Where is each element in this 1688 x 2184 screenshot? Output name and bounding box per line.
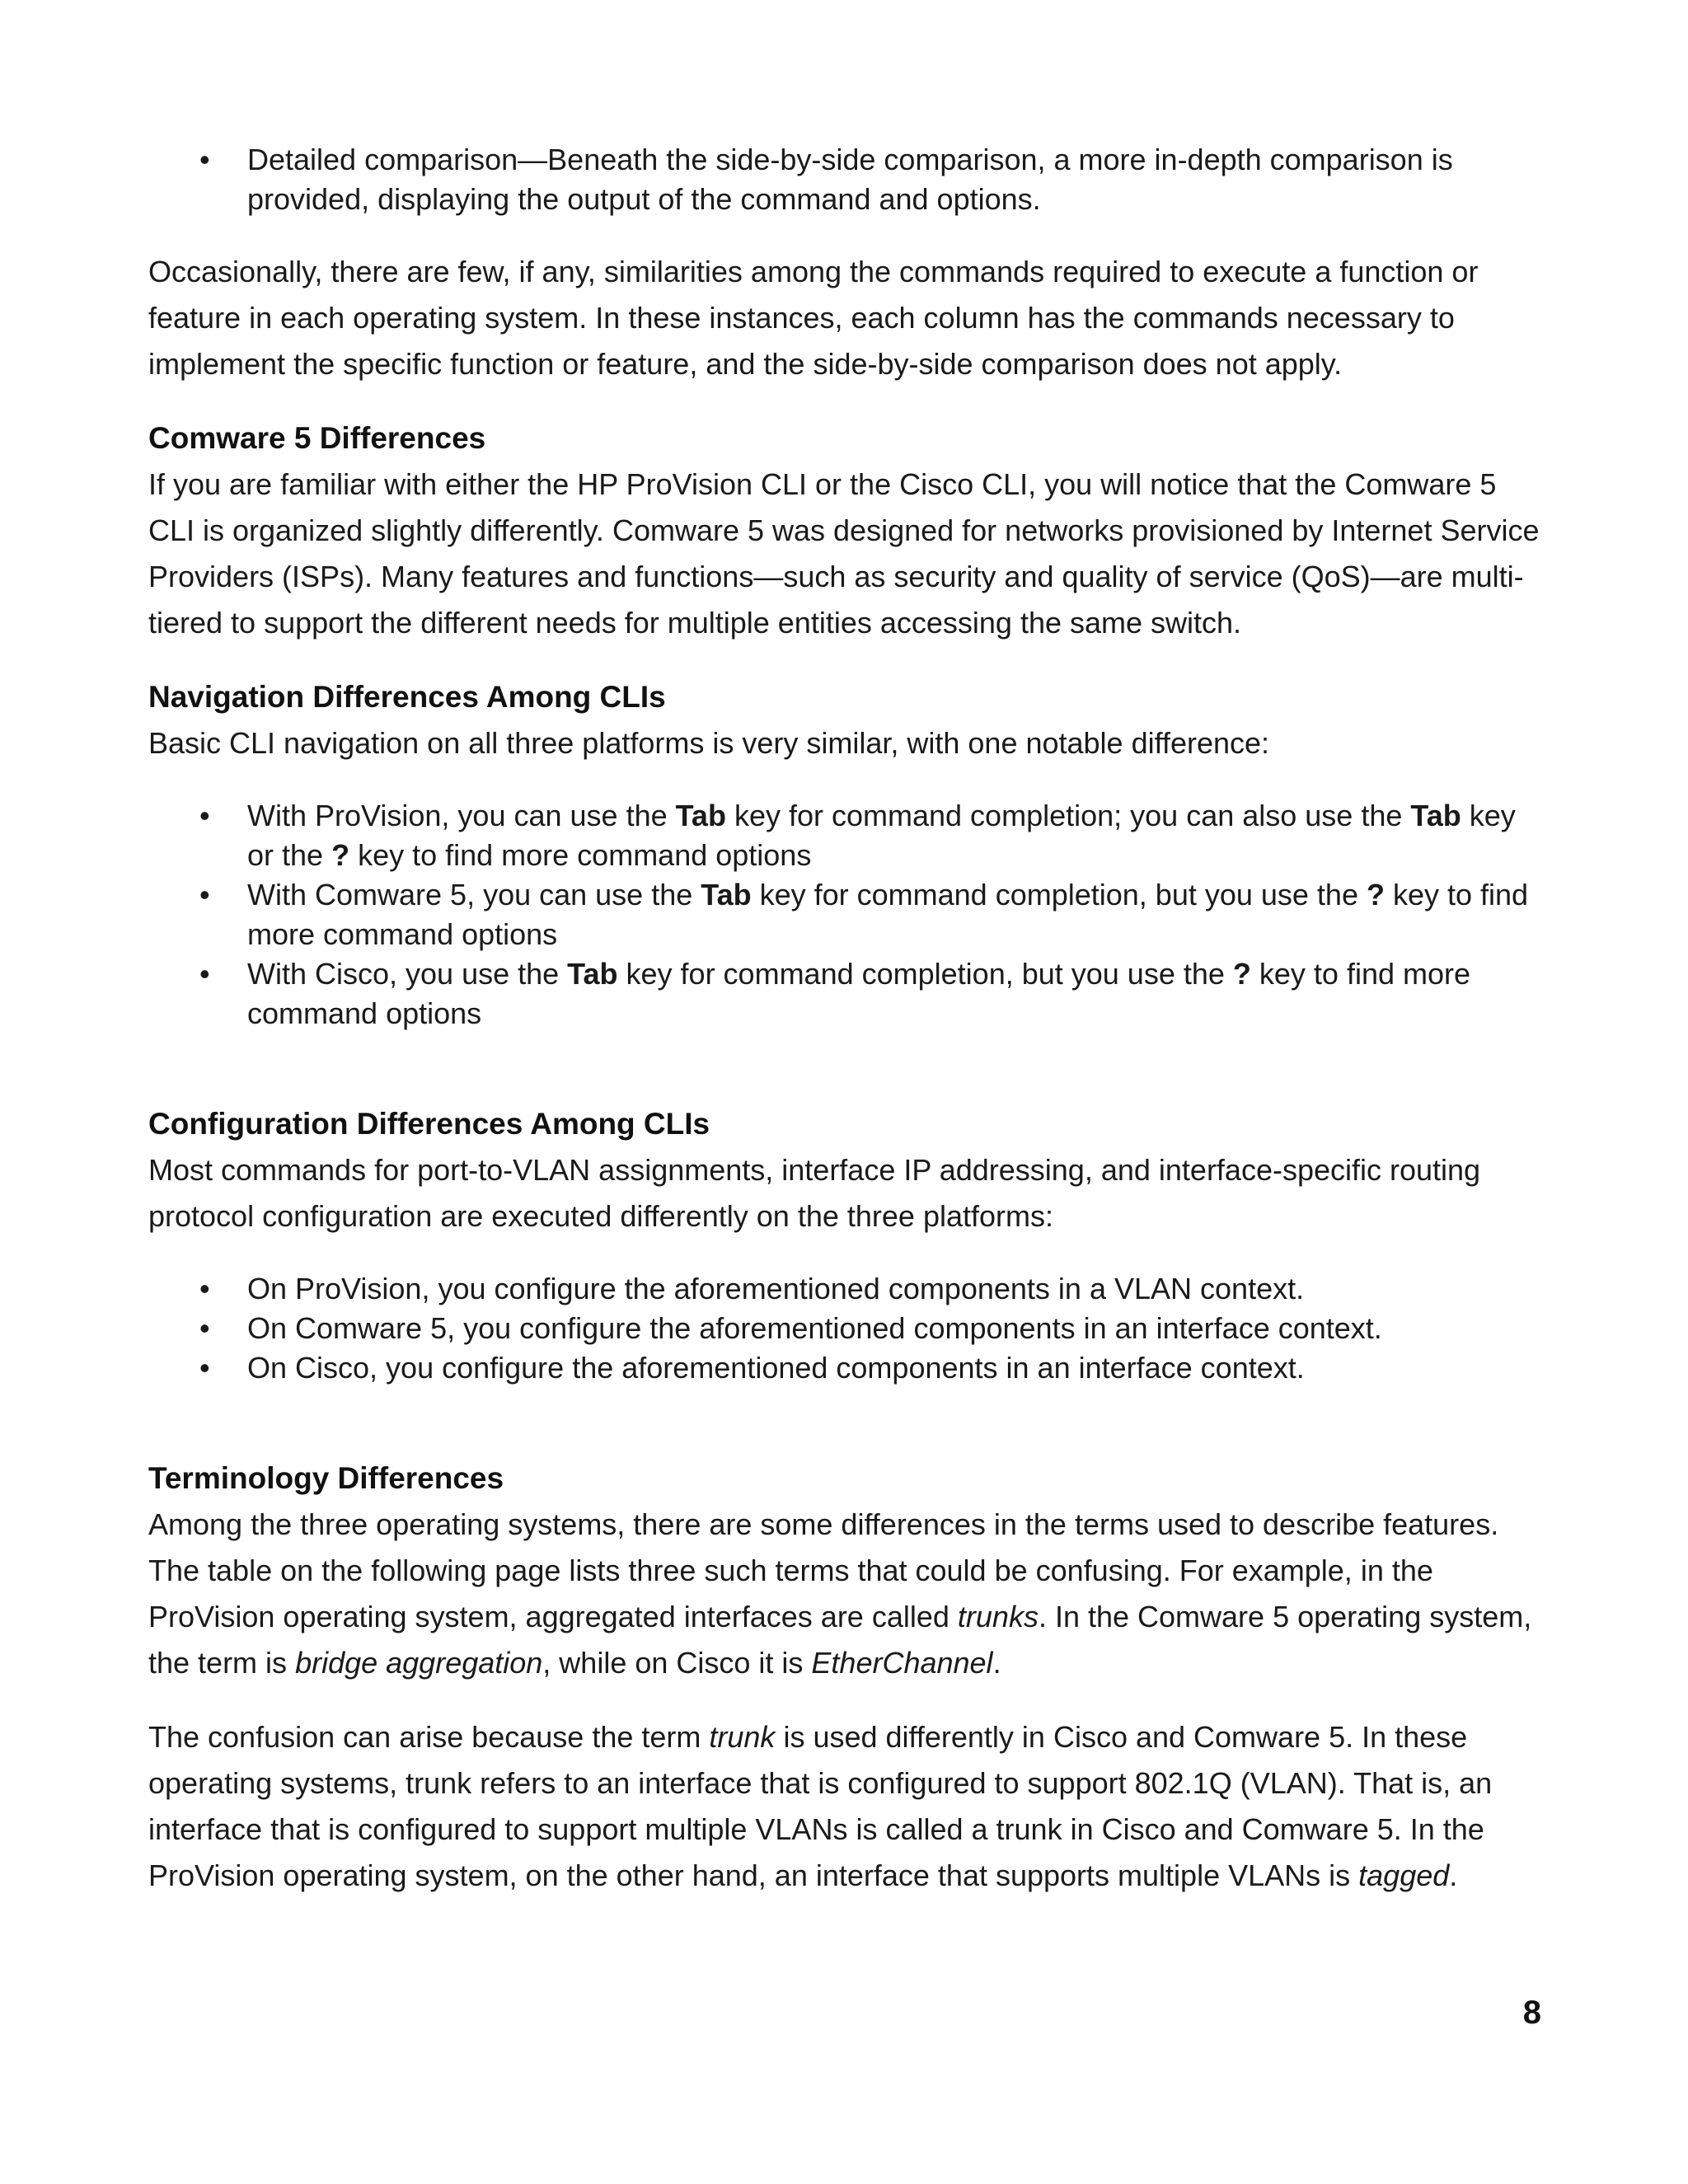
- intro-bullet-list: [148, 140, 1541, 219]
- bullet-icon: •: [199, 957, 210, 991]
- list-item-text: Detailed comparison—Beneath the side-by-side comparison, a more in-depth comparison is provided, displaying the output of the command and options.: [247, 143, 1453, 216]
- bullet-icon: •: [199, 878, 210, 912]
- list-item: [199, 1348, 1541, 1388]
- list-item: • With Cisco, you use the Tab key for command completion, but you use the ? key to find more command options: [247, 954, 1541, 1033]
- section-heading-navigation: Navigation Differences Among CLIs: [148, 680, 666, 714]
- list-item: • With Comware 5, you can use the Tab key for command completion, but you use the ? key to find more command options: [247, 875, 1541, 954]
- section-heading-comware: Comware 5 Differences: [148, 421, 486, 455]
- navigation-intro: Basic CLI navigation on all three platforms is very similar, with one notable difference:: [148, 726, 1270, 760]
- bullet-icon: •: [199, 799, 210, 832]
- list-item: • With ProVision, you can use the Tab key for command completion; you can also use the Tab key or the ? key to find more command options: [247, 796, 1541, 875]
- bullet-icon: •: [199, 1311, 210, 1345]
- list-item: [199, 140, 1541, 219]
- bullet-icon: •: [199, 143, 210, 176]
- page-number: 8: [1522, 1994, 1541, 2031]
- list-item-text: On Comware 5, you configure the aforementioned components in an interface context.: [247, 1311, 1382, 1345]
- navigation-bullet-list: [148, 796, 1541, 1033]
- list-item: [199, 1309, 1541, 1348]
- list-item-text: On ProVision, you configure the aforementioned components in a VLAN context.: [247, 1272, 1305, 1305]
- list-item-text: On Cisco, you configure the aforementioned components in an interface context.: [247, 1351, 1305, 1385]
- bullet-icon: •: [199, 1272, 210, 1305]
- section-heading-configuration: Configuration Differences Among CLIs: [148, 1107, 710, 1141]
- terminology-paragraph-1: Among the three operating systems, there are some differences in the terms used to describe features. The table on the following page lists three such terms that could be confusing. For example, in the ProVision operating system, aggregated interfaces are called trunks. In the Comware 5 operating system, the term is bridge aggregation, while on Cisco it is EtherChannel.: [148, 1507, 1532, 1680]
- intro-paragraph: Occasionally, there are few, if any, similarities among the commands required to execute a function or feature in each operating system. In these instances, each column has the commands necessary to implement the specific function or feature, and the side-by-side comparison does not apply.: [148, 255, 1479, 381]
- bullet-icon: •: [199, 1351, 210, 1385]
- configuration-intro: Most commands for port-to-VLAN assignments, interface IP addressing, and interface-specific routing protocol configuration are executed differently on the three platforms:: [148, 1153, 1481, 1233]
- configuration-bullet-list: [148, 1269, 1541, 1388]
- terminology-paragraph-2: The confusion can arise because the term trunk is used differently in Cisco and Comware 5. In these operating systems, trunk refers to an interface that is configured to support 802.1Q (VLAN). That is, an interface that is configured to support multiple VLANs is called a trunk in Cisco and Comware 5. In the ProVision operating system, on the other hand, an interface that supports multiple VLANs is tagged.: [148, 1720, 1493, 1892]
- list-item: [199, 1269, 1541, 1309]
- section-heading-terminology: Terminology Differences: [148, 1461, 504, 1495]
- comware-paragraph: If you are familiar with either the HP ProVision CLI or the Cisco CLI, you will notice that the Comware 5 CLI is organized slightly differently. Comware 5 was designed for networks provisioned by Internet Service Providers (ISPs). Many features and functions—such as security and quality of service (QoS)—are multi-tiered to support the different needs for multiple entities accessing the same switch.: [148, 467, 1540, 640]
- document-page: [148, 140, 1541, 1899]
